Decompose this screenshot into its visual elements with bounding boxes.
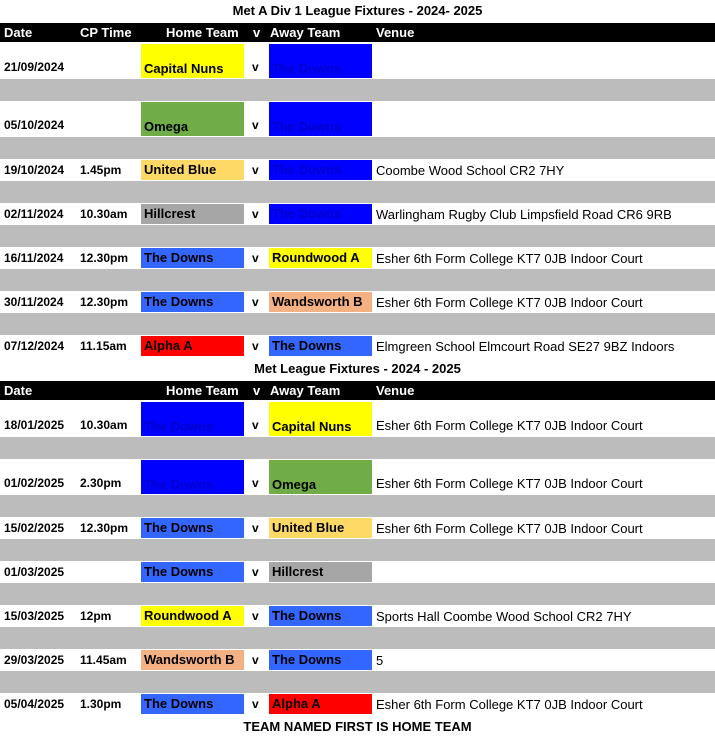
home-team-cell: Capital Nuns: [141, 44, 244, 78]
col-date: Date: [4, 25, 33, 40]
away-team-cell: Omega: [269, 460, 372, 494]
fixture-time: 12.30pm: [80, 295, 129, 309]
fixture-venue: Sports Hall Coombe Wood School CR2 7HY: [376, 609, 632, 624]
fixture-date: 05/10/2024: [4, 118, 65, 132]
away-team-cell: The Downs: [269, 160, 372, 180]
col-home-team: Home Team: [166, 25, 239, 40]
home-team-cell: The Downs: [141, 562, 244, 582]
fixture-time: 10.30am: [80, 418, 128, 432]
versus-label: v: [252, 565, 259, 579]
away-team-cell: Hillcrest: [269, 562, 372, 582]
fixture-date: 07/12/2024: [4, 339, 65, 353]
away-team-cell: United Blue: [269, 518, 372, 538]
fixture-venue: 5: [376, 653, 384, 668]
fixture-date: 29/03/2025: [4, 653, 65, 667]
fixture-row: [0, 159, 715, 181]
away-team-cell: Alpha A: [269, 694, 372, 714]
fixture-row: [0, 561, 715, 583]
versus-label: v: [252, 653, 259, 667]
fixture-row: [0, 459, 715, 495]
fixture-venue: Esher 6th Form College KT7 0JB Indoor Court: [376, 295, 643, 310]
fixture-date: 19/10/2024: [4, 163, 65, 177]
fixture-date: 05/04/2025: [4, 697, 65, 711]
home-team-cell: Alpha A: [141, 336, 244, 356]
spacer-row: [0, 79, 715, 101]
spacer-row: [0, 225, 715, 247]
spacer-row: [0, 539, 715, 561]
fixture-date: 01/02/2025: [4, 476, 65, 490]
fixture-venue: Coombe Wood School CR2 7HY: [376, 163, 565, 178]
fixture-time: 1.45pm: [80, 163, 122, 177]
spacer-row: [0, 181, 715, 203]
versus-label: v: [252, 609, 259, 623]
away-team-cell: The Downs: [269, 102, 372, 136]
fixture-date: 16/11/2024: [4, 251, 64, 265]
home-team-cell: Roundwood A: [141, 606, 244, 626]
fixture-time: 12.30pm: [80, 251, 129, 265]
home-team-cell: Hillcrest: [141, 204, 244, 224]
fixture-row: [0, 203, 715, 225]
fixture-venue: Esher 6th Form College KT7 0JB Indoor Court: [376, 418, 643, 433]
fixture-row: [0, 247, 715, 269]
spacer-row: [0, 583, 715, 605]
col-v: v: [253, 25, 261, 40]
versus-label: v: [252, 207, 259, 221]
fixture-date: 15/03/2025: [4, 609, 65, 623]
section-title-league: Met League Fixtures - 2024 - 2025: [254, 361, 461, 376]
fixture-time: 1.30pm: [80, 697, 122, 711]
versus-label: v: [252, 163, 259, 177]
away-team-cell: The Downs: [269, 204, 372, 224]
spacer-row: [0, 269, 715, 291]
fixture-row: [0, 335, 715, 357]
fixture-row: [0, 517, 715, 539]
fixture-date: 02/11/2024: [4, 207, 64, 221]
fixture-time: 10.30am: [80, 207, 128, 221]
versus-label: v: [252, 697, 259, 711]
section-title-div1: Met A Div 1 League Fixtures - 2024- 2025: [232, 3, 483, 18]
col-away-team: Away Team: [270, 383, 341, 398]
fixture-time: 12.30pm: [80, 521, 129, 535]
fixture-time: 12pm: [80, 609, 112, 623]
home-team-cell: The Downs: [141, 694, 244, 714]
spacer-row: [0, 313, 715, 335]
fixture-time: 11.45am: [80, 653, 127, 667]
fixture-venue: Esher 6th Form College KT7 0JB Indoor Court: [376, 476, 643, 491]
fixture-row: [0, 101, 715, 137]
fixture-venue: Esher 6th Form College KT7 0JB Indoor Court: [376, 521, 643, 536]
col-away-team: Away Team: [270, 25, 341, 40]
away-team-cell: Roundwood A: [269, 248, 372, 268]
col-v: v: [253, 383, 261, 398]
versus-label: v: [252, 339, 259, 353]
fixture-row: [0, 401, 715, 437]
home-team-cell: The Downs: [141, 460, 244, 494]
spacer-row: [0, 495, 715, 517]
home-team-cell: The Downs: [141, 518, 244, 538]
versus-label: v: [252, 60, 259, 74]
fixture-row: [0, 291, 715, 313]
spacer-row: [0, 671, 715, 693]
fixture-row: [0, 649, 715, 671]
home-team-cell: Omega: [141, 102, 244, 136]
col-venue: Venue: [376, 25, 415, 40]
away-team-cell: The Downs: [269, 44, 372, 78]
fixture-venue: Elmgreen School Elmcourt Road SE27 9BZ Indoors: [376, 339, 675, 354]
spacer-row: [0, 627, 715, 649]
header-row-1: [0, 23, 715, 42]
header-row-2: [0, 381, 715, 400]
away-team-cell: The Downs: [269, 336, 372, 356]
fixture-date: 15/02/2025: [4, 521, 65, 535]
fixture-venue: Esher 6th Form College KT7 0JB Indoor Court: [376, 251, 643, 266]
footer-note: TEAM NAMED FIRST IS HOME TEAM: [243, 719, 472, 734]
home-team-cell: The Downs: [141, 248, 244, 268]
col-cp-time: CP Time: [80, 25, 132, 40]
fixture-row: [0, 693, 715, 715]
fixture-row: [0, 43, 715, 79]
away-team-cell: Capital Nuns: [269, 402, 372, 436]
versus-label: v: [252, 521, 259, 535]
fixture-venue: Esher 6th Form College KT7 0JB Indoor Court: [376, 697, 643, 712]
fixture-date: 01/03/2025: [4, 565, 65, 579]
away-team-cell: The Downs: [269, 606, 372, 626]
col-date: Date: [4, 383, 33, 398]
col-home-team: Home Team: [166, 383, 239, 398]
versus-label: v: [252, 295, 259, 309]
spacer-row: [0, 137, 715, 159]
home-team-cell: The Downs: [141, 292, 244, 312]
fixture-date: 30/11/2024: [4, 295, 64, 309]
fixture-row: [0, 605, 715, 627]
versus-label: v: [252, 418, 259, 432]
away-team-cell: The Downs: [269, 650, 372, 670]
home-team-cell: The Downs: [141, 402, 244, 436]
versus-label: v: [252, 251, 259, 265]
home-team-cell: United Blue: [141, 160, 244, 180]
fixture-time: 2.30pm: [80, 476, 122, 490]
col-venue: Venue: [376, 383, 415, 398]
fixture-date: 21/09/2024: [4, 60, 65, 74]
spacer-row: [0, 437, 715, 459]
fixture-time: 11.15am: [80, 339, 127, 353]
fixture-date: 18/01/2025: [4, 418, 65, 432]
home-team-cell: Wandsworth B: [141, 650, 244, 670]
fixture-venue: Warlingham Rugby Club Limpsfield Road CR6 9RB: [376, 207, 672, 222]
away-team-cell: Wandsworth B: [269, 292, 372, 312]
versus-label: v: [252, 476, 259, 490]
versus-label: v: [252, 118, 259, 132]
